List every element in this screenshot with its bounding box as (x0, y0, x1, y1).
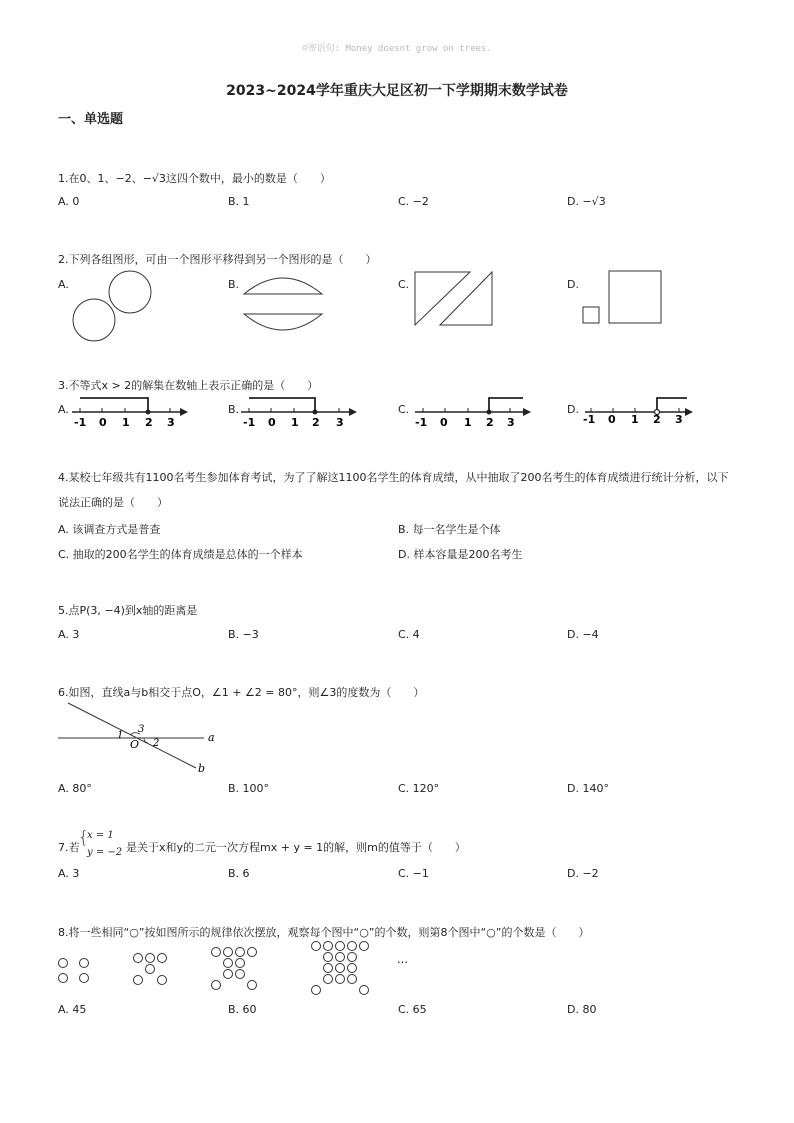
axis-tick-label: 1 (291, 416, 299, 429)
question-1-stem: 1.在0、1、−2、−√3这四个数中，最小的数是（ ） (58, 172, 331, 185)
watermark-motto: ☺寄语句: Money doesnt grow on trees. (302, 44, 492, 54)
q2-figure-a-two-circles (68, 268, 158, 342)
line-b-label: b (198, 762, 206, 775)
question-7-option-c[interactable]: C. −1 (398, 867, 429, 880)
brace-glyph: { (78, 828, 89, 848)
pattern-ellipsis: … (397, 953, 408, 966)
q2-figure-c-triangles (412, 270, 498, 328)
q6-intersecting-lines-figure (56, 698, 226, 778)
question-7-prefix: 7.若 (58, 841, 80, 854)
question-8-option-d[interactable]: D. 80 (567, 1003, 597, 1016)
axis-tick-label: 3 (675, 413, 683, 426)
question-1-option-c[interactable]: C. −2 (398, 195, 429, 208)
axis-tick-label: 1 (464, 416, 472, 429)
question-6-option-c[interactable]: C. 120° (398, 782, 440, 795)
axis-tick-label: 3 (507, 416, 515, 429)
question-6-stem: 6.如图，直线a与b相交于点O，∠1 + ∠2 = 80°，则∠3的度数为（ ） (58, 686, 425, 699)
q3-number-line-c (413, 393, 533, 433)
question-3-option-a[interactable]: A. (58, 403, 69, 416)
axis-tick-label: -1 (74, 416, 87, 429)
question-4-option-b[interactable]: B. 每一名学生是个体 (398, 523, 501, 536)
axis-tick-label: 2 (145, 416, 153, 429)
axis-tick-label: 3 (336, 416, 344, 429)
q3-number-line-d (583, 393, 703, 433)
axis-tick-label: -1 (415, 416, 428, 429)
q2-figure-b-circle-segments (240, 270, 330, 340)
question-2-option-c[interactable]: C. (398, 278, 410, 291)
question-4-option-c[interactable]: C. 抽取的200名学生的体育成绩是总体的一个样本 (58, 548, 303, 561)
angle-2-label: 2 (153, 738, 160, 749)
question-4-stem-line2: 说法正确的是（ ） (58, 496, 168, 509)
question-8-option-a[interactable]: A. 45 (58, 1003, 87, 1016)
system-equation-1: x = 1 (87, 830, 114, 841)
question-5-option-a[interactable]: A. 3 (58, 628, 80, 641)
line-a-label: a (208, 731, 215, 744)
axis-tick-label: 1 (122, 416, 130, 429)
axis-tick-label: 3 (167, 416, 175, 429)
angle-3-label: 3 (138, 724, 145, 735)
axis-tick-label: 2 (486, 416, 494, 429)
section-heading: 一、单选题 (58, 112, 124, 127)
axis-tick-label: 1 (631, 413, 639, 426)
question-1-option-b[interactable]: B. 1 (228, 195, 250, 208)
question-2-stem: 2.下列各组图形，可由一个图形平移得到另一个图形的是（ ） (58, 253, 377, 266)
question-4-stem-line1: 4.某校七年级共有1100名考生参加体育考试，为了了解这1100名学生的体育成绩，从中抽取了200名考生的体育成绩进行统计分析，以下 (58, 471, 729, 484)
question-2-option-b[interactable]: B. (228, 278, 240, 291)
question-7-option-b[interactable]: B. 6 (228, 867, 250, 880)
axis-tick-label: 0 (268, 416, 276, 429)
question-7-option-a[interactable]: A. 3 (58, 867, 80, 880)
question-8-option-c[interactable]: C. 65 (398, 1003, 427, 1016)
question-3-option-d[interactable]: D. (567, 403, 579, 416)
q2-figure-d-squares (580, 268, 666, 328)
point-o-label: O (130, 738, 140, 751)
axis-tick-label: 0 (440, 416, 448, 429)
question-3-option-b[interactable]: B. (228, 403, 240, 416)
question-7-stem: 是关于x和y的二元一次方程mx + y = 1的解，则m的值等于（ ） (126, 841, 466, 854)
q3-number-line-a (70, 393, 190, 433)
question-1-option-d[interactable]: D. −√3 (567, 195, 606, 208)
question-3-stem: 3.不等式x > 2的解集在数轴上表示正确的是（ ） (58, 379, 319, 392)
question-3-option-c[interactable]: C. (398, 403, 410, 416)
axis-tick-label: -1 (243, 416, 256, 429)
question-4-option-a[interactable]: A. 该调查方式是普查 (58, 523, 161, 536)
question-6-option-d[interactable]: D. 140° (567, 782, 609, 795)
q3-number-line-b (239, 393, 359, 433)
question-6-option-b[interactable]: B. 100° (228, 782, 270, 795)
question-2-option-a[interactable]: A. (58, 278, 69, 291)
question-2-option-d[interactable]: D. (567, 278, 579, 291)
question-4-option-d[interactable]: D. 样本容量是200名考生 (398, 548, 523, 561)
question-6-option-a[interactable]: A. 80° (58, 782, 92, 795)
axis-tick-label: 0 (608, 413, 616, 426)
axis-tick-label: 0 (99, 416, 107, 429)
question-1-option-a[interactable]: A. 0 (58, 195, 80, 208)
axis-tick-label: 2 (653, 413, 661, 426)
question-5-option-c[interactable]: C. 4 (398, 628, 420, 641)
angle-1-label: 1 (117, 730, 124, 741)
question-5-option-d[interactable]: D. −4 (567, 628, 599, 641)
system-equation-2: y = −2 (87, 847, 123, 858)
question-5-option-b[interactable]: B. −3 (228, 628, 259, 641)
question-8-stem: 8.将一些相同“○”按如图所示的规律依次摆放，观察每个图中“○”的个数，则第8个图中“○”的个数是（ ） (58, 926, 590, 939)
exam-title: 2023~2024学年重庆大足区初一下学期期末数学试卷 (226, 83, 568, 99)
axis-tick-label: -1 (583, 413, 596, 426)
q8-circle-pattern-figures (52, 938, 412, 1000)
question-5-stem: 5.点P(3, −4)到x轴的距离是 (58, 604, 198, 617)
question-7-option-d[interactable]: D. −2 (567, 867, 599, 880)
question-8-option-b[interactable]: B. 60 (228, 1003, 257, 1016)
axis-tick-label: 2 (312, 416, 320, 429)
